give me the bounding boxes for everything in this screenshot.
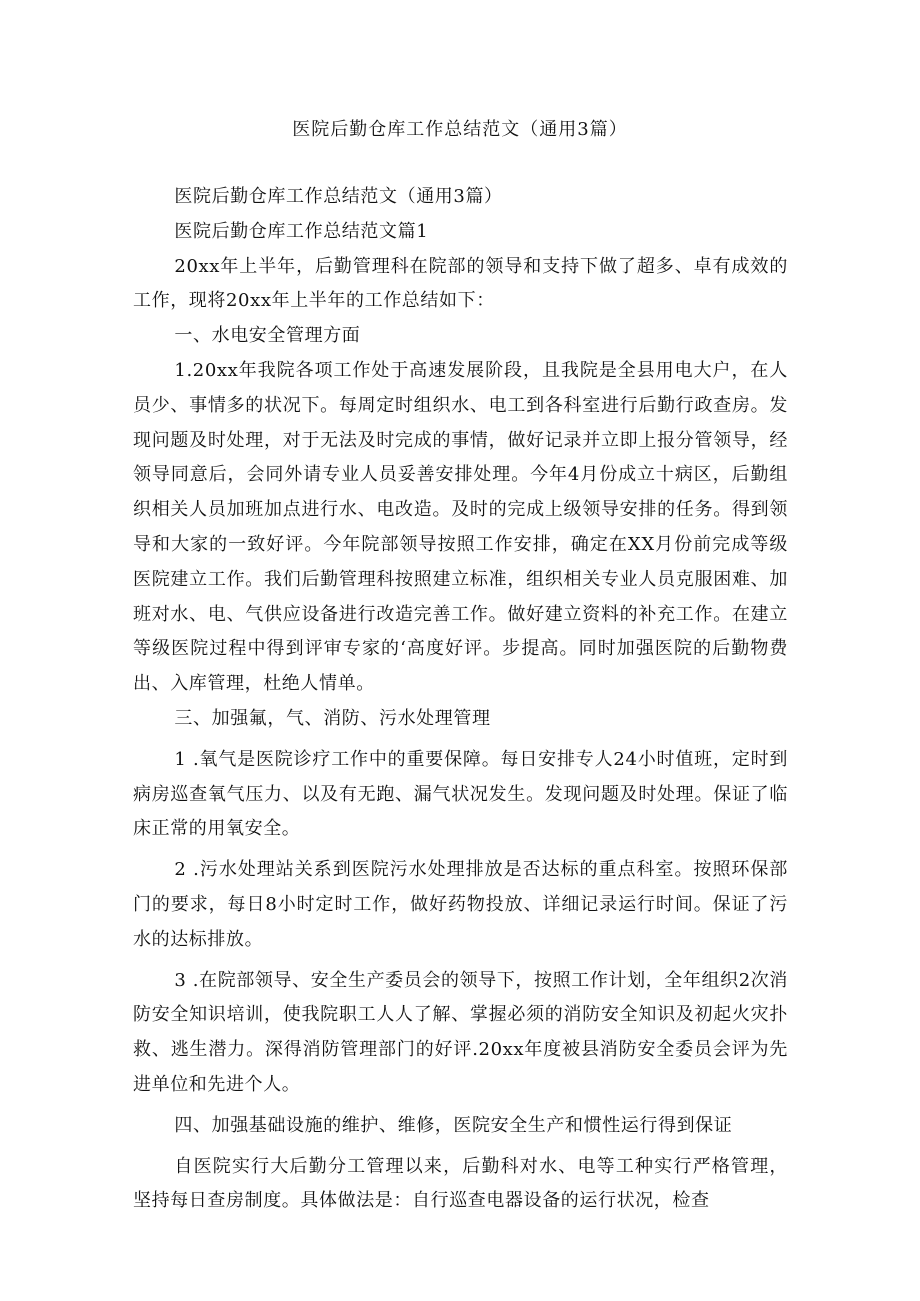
body-paragraph: 1.20xx年我院各项工作处于高速发展阶段，且我院是全县用电大户，在人员少、事情多的状况下。每周定时组织水、电工到各科室进行后勤行政查房。发现问题及时处理，对于无法及时完成的事情，做好记录并立即上报分管领导，经领导同意后，会同外请专业人员妥善安排处理。今年4月份成立十病区，后勤组织相关人员加班加点进行水、电改造。及时的完成上级领导安排的任务。得到领导和大家的一致好评。今年院部领导按照工作安排，确定在XX月份前完成等级医院建立工作。我们后勤管理科按照建立标准，组织相关专业人员克服困难、加班对水、电、气供应设备进行改造完善工作。做好建立资料的补充工作。在建立等级医院过程中得到评审专家的‘高度好评。步提高。同时加强医院的后勤物费出、入库管理，杜绝人情单。 — [133, 359, 788, 695]
document-title: 医院后勤仓库工作总结范文（通用3篇） — [292, 119, 628, 140]
section-heading: 一、水电安全管理方面 — [174, 325, 361, 347]
section-heading: 三、加强氟，气、消防、污水处理管理 — [174, 707, 491, 729]
body-paragraph: 自医院实行大后勤分工管理以来，后勤科对水、电等工种实行严格管理，坚持每日查房制度。具体做法是：自行巡查电器设备的运行状况，检查 — [133, 1155, 788, 1212]
body-paragraph: 医院后勤仓库工作总结范文篇1 — [174, 220, 429, 242]
section-heading: 四、加强基础设施的维护、维修，医院安全生产和惯性运行得到保证 — [174, 1114, 733, 1136]
body-paragraph: 2 .污水处理站关系到医院污水处理排放是否达标的重点科室。按照环保部门的要求，每日8小时定时工作，做好药物投放、详细记录运行时间。保证了污水的达标排放。 — [133, 859, 788, 950]
document-body — [133, 180, 788, 1219]
body-paragraph: 20xx年上半年，后勤管理科在院部的领导和支持下做了超多、卓有成效的工作，现将20xx年上半年的工作总结如下： — [133, 255, 788, 312]
body-paragraph: 3 .在院部领导、安全生产委员会的领导下，按照工作计划，全年组织2次消防安全知识培训，使我院职工人人了解、掌握必须的消防安全知识及初起火灾扑救、逃生潜力。深得消防管理部门的好评.20xx年度被县消防安全委员会评为先进单位和先进个人。 — [133, 969, 788, 1095]
body-paragraph: 医院后勤仓库工作总结范文（通用3篇） — [174, 186, 503, 207]
body-paragraph: 1 .氧气是医院诊疗工作中的重要保障。每日安排专人24小时值班，定时到病房巡查氧气压力、以及有无跑、漏气状况发生。发现问题及时处理。保证了临床正常的用氧安全。 — [133, 748, 788, 840]
